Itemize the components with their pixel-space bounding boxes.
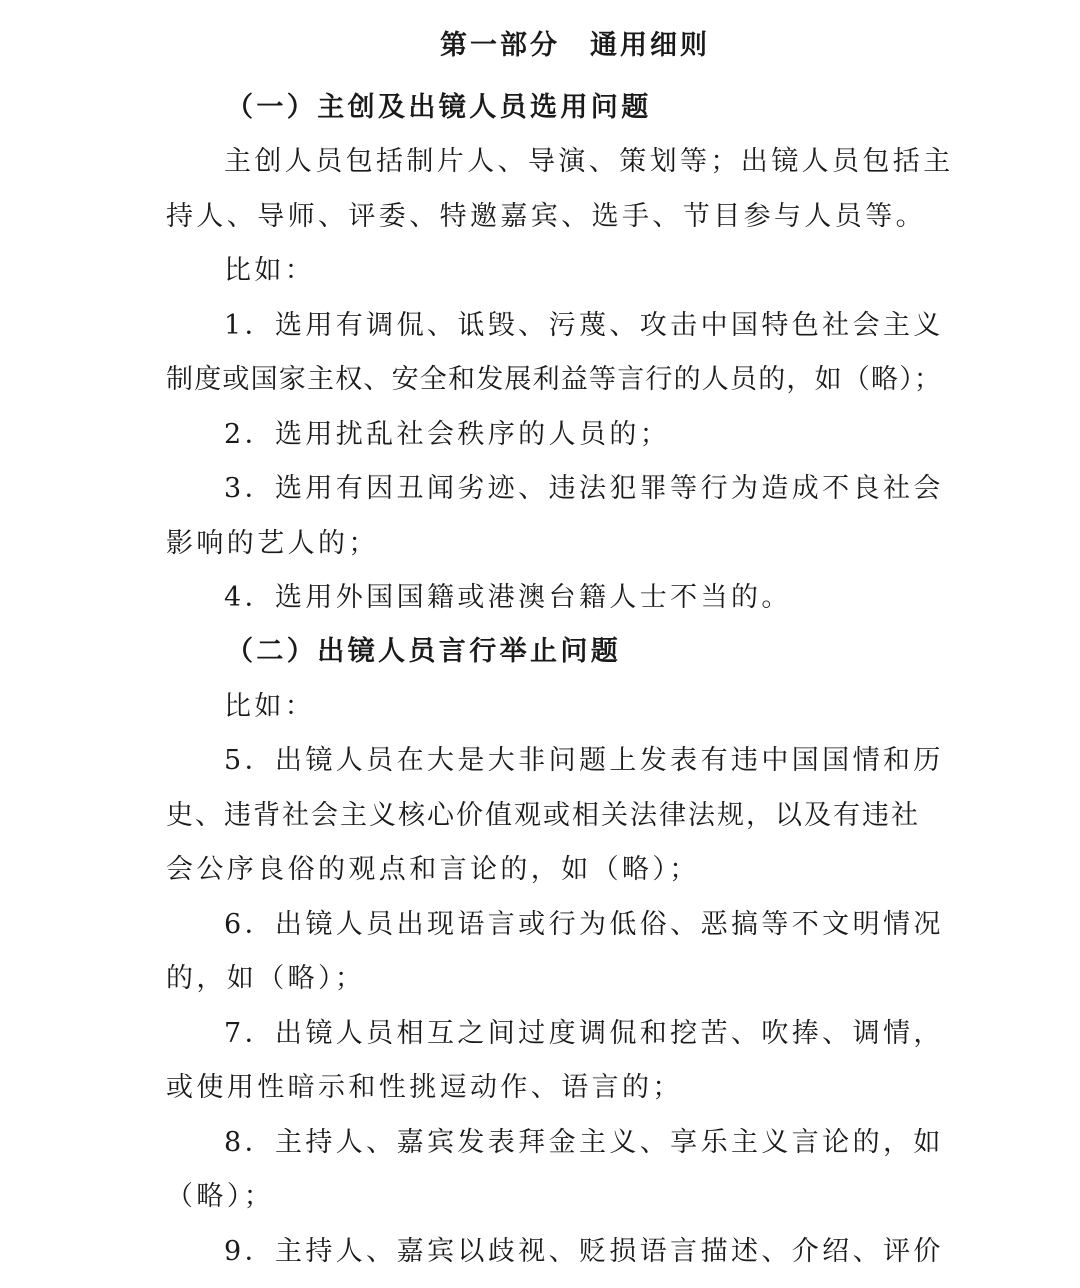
list-item-2: 2．选用扰乱社会秩序的人员的； xyxy=(224,419,671,450)
section-heading-2: （二）出镜人员言行举止问题 xyxy=(226,636,622,667)
paragraph-line: 主创人员包括制片人、导演、策划等；出镜人员包括主 xyxy=(224,146,954,177)
paragraph-line: 会公序良俗的观点和言论的，如（略）； xyxy=(166,854,700,885)
list-item-7: 7．出镜人员相互之间过度调侃和挖苦、吹捧、调情， xyxy=(224,1018,944,1049)
paragraph-line: 或使用性暗示和性挑逗动作、语言的； xyxy=(166,1072,683,1103)
paragraph-line: 制度或国家主权、安全和发展利益等言行的人员的，如（略）； xyxy=(166,364,943,395)
list-item-1: 1．选用有调侃、诋毁、污蔑、攻击中国特色社会主义 xyxy=(224,310,944,341)
paragraph-line: 的，如（略）； xyxy=(166,963,366,994)
paragraph-line: 持人、导师、评委、特邀嘉宾、选手、节目参与人员等。 xyxy=(166,201,926,232)
paragraph-line: 比如： xyxy=(224,691,316,722)
paragraph-line: 影响的艺人的； xyxy=(166,528,379,559)
list-item-6: 6．出镜人员出现语言或行为低俗、恶搞等不文明情况 xyxy=(224,909,944,940)
list-item-9: 9．主持人、嘉宾以歧视、贬损语言描述、介绍、评价 xyxy=(224,1236,944,1267)
paragraph-line: 比如： xyxy=(224,255,316,286)
list-item-4: 4．选用外国国籍或港澳台籍人士不当的。 xyxy=(224,582,792,613)
list-item-5: 5．出镜人员在大是大非问题上发表有违中国国情和历 xyxy=(224,745,944,776)
section-heading-1: （一）主创及出镜人员选用问题 xyxy=(226,92,652,123)
page-title: 第一部分 通用细则 xyxy=(440,30,710,61)
paragraph-line: 史、违背社会主义核心价值观或相关法律法规，以及有违社 xyxy=(166,800,920,831)
list-item-8: 8．主持人、嘉宾发表拜金主义、享乐主义言论的，如 xyxy=(224,1127,944,1158)
paragraph-line: （略）； xyxy=(166,1181,275,1212)
list-item-3: 3．选用有因丑闻劣迹、违法犯罪等行为造成不良社会 xyxy=(224,473,944,504)
